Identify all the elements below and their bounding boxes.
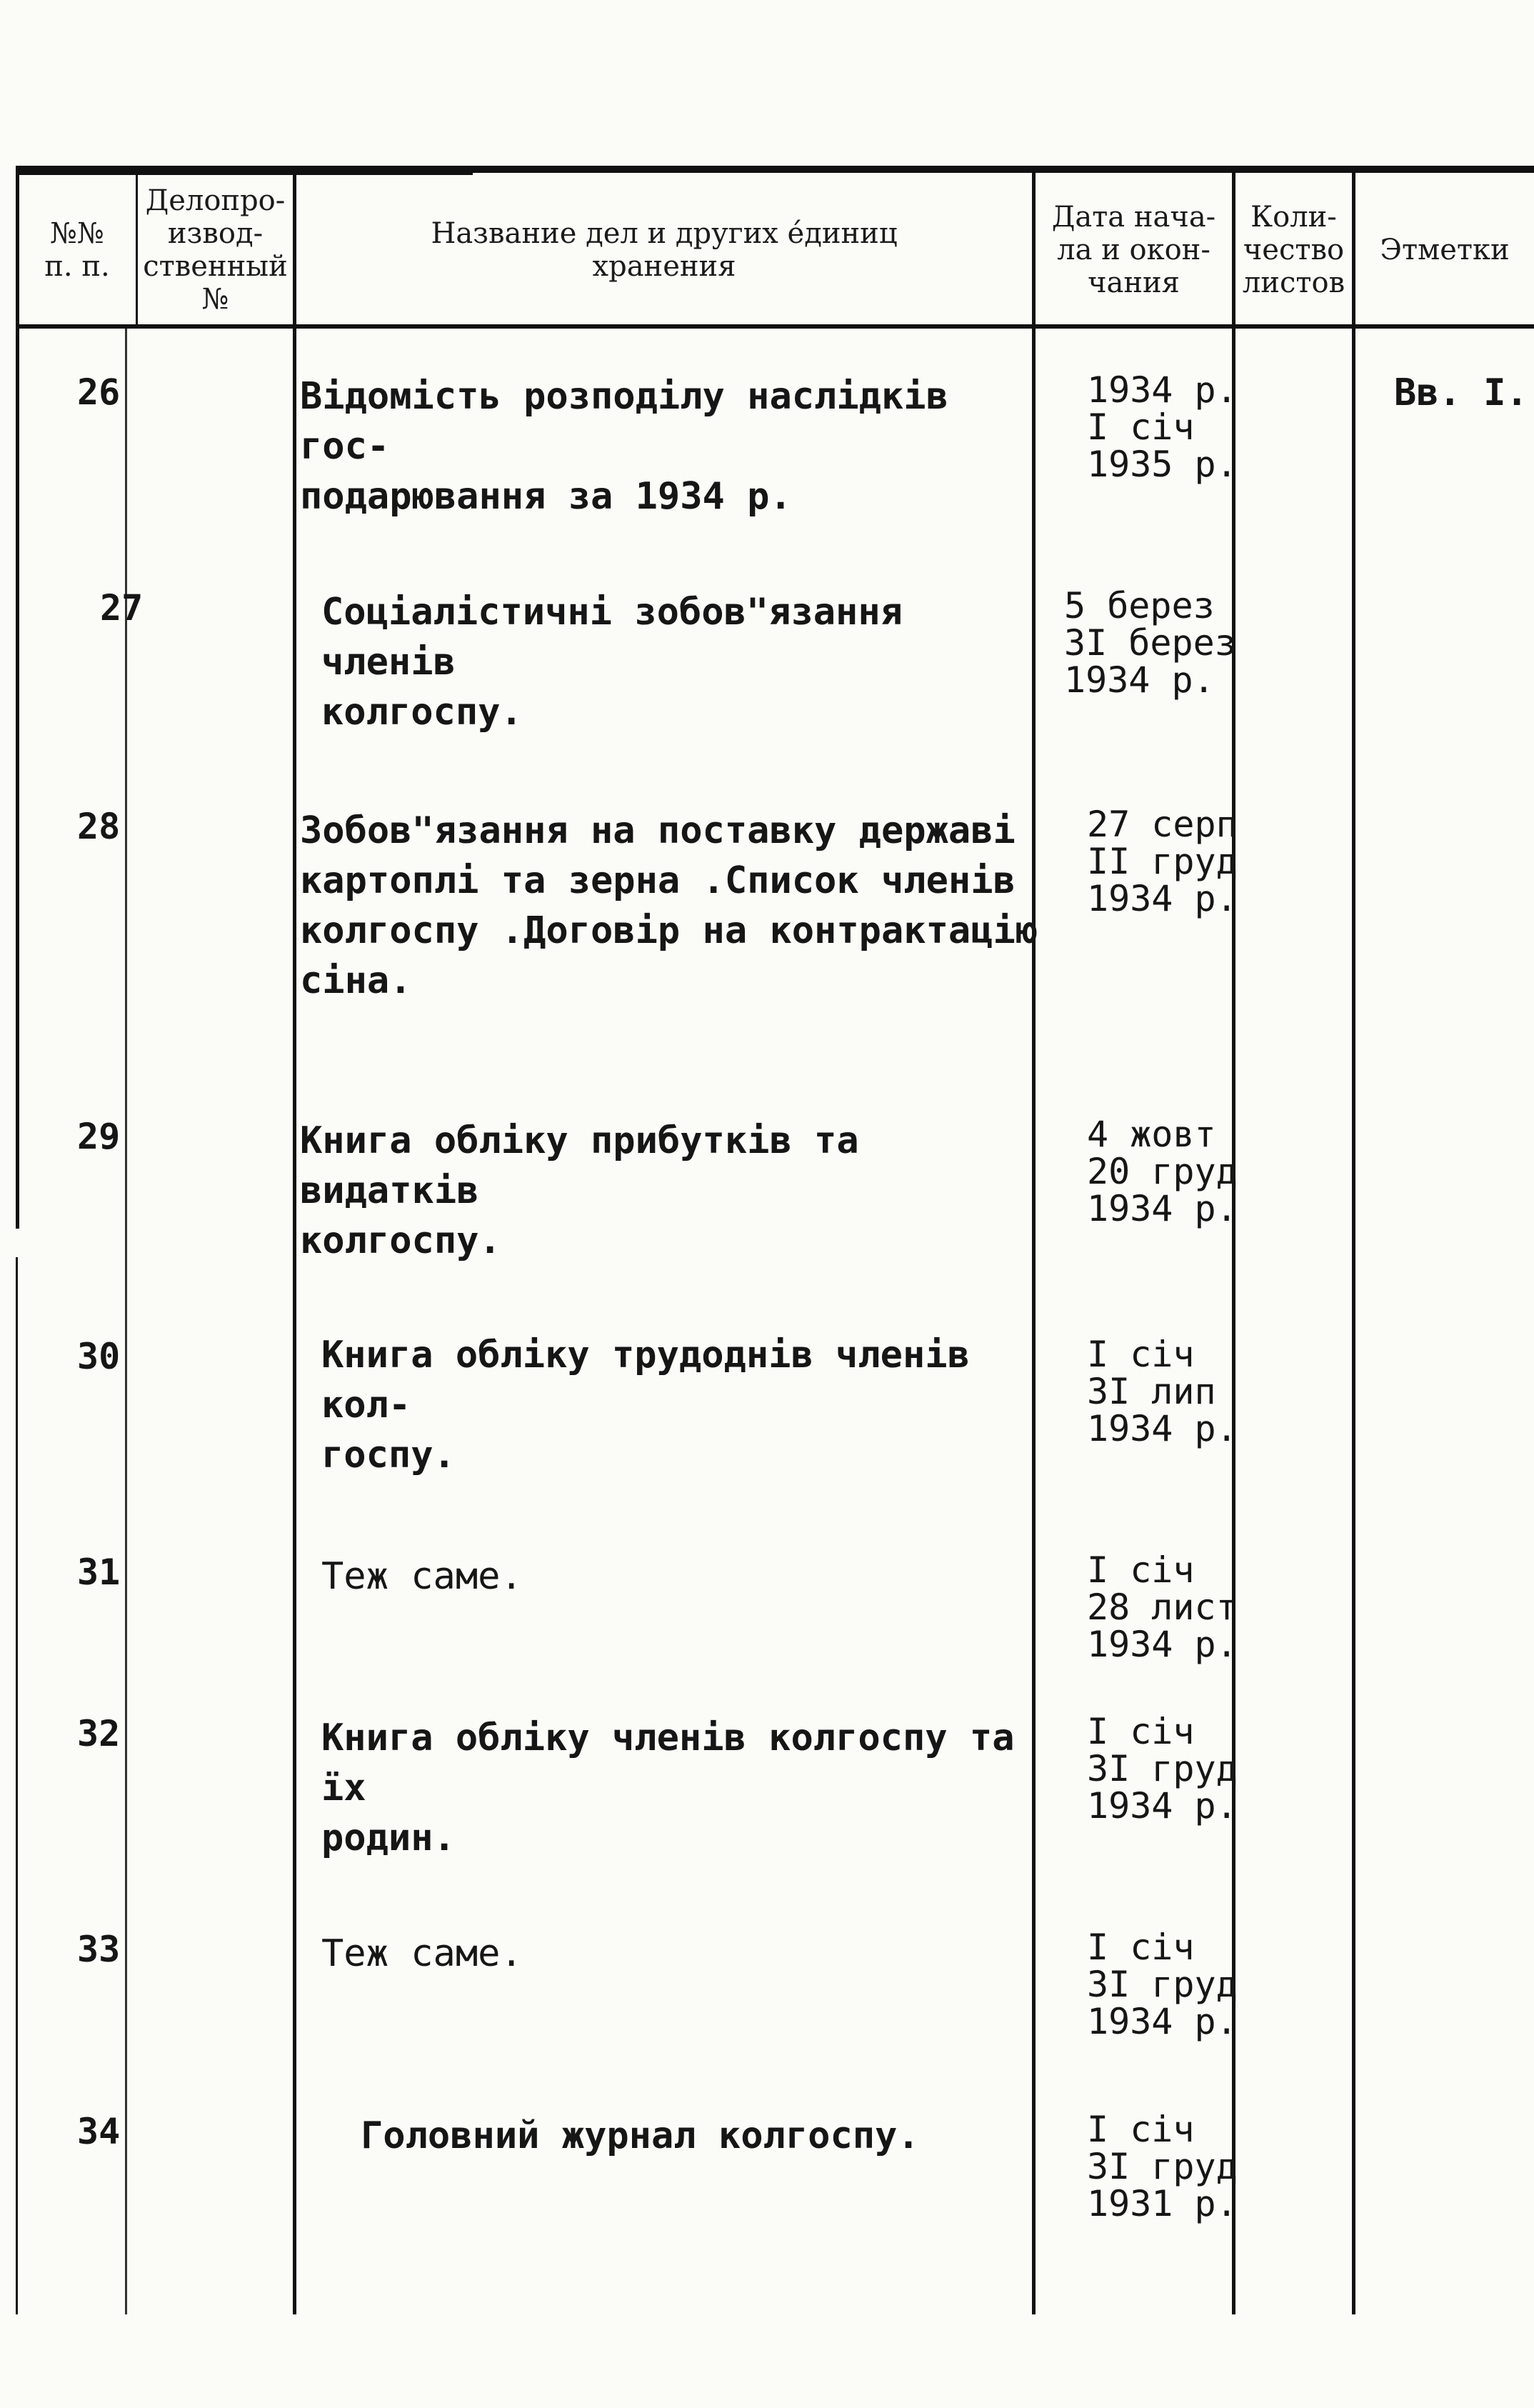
row-27-dates: 5 берез ЗI берез 1934 р.: [1064, 585, 1236, 701]
header-num: №№ п. п.: [44, 217, 110, 283]
header-sheets: Коли- чество листов: [1242, 201, 1345, 299]
row-26-dates: 1934 р. I січ 1935 р.: [1087, 369, 1238, 485]
row-33-dates: I січ ЗI груд 1934 р.: [1087, 1927, 1238, 2042]
row-30-title: Книга обліку трудоднів членів кол- госпу.: [321, 1334, 970, 1477]
column-rule-left-edge-lower: [16, 1257, 18, 2314]
row-30-number: 30: [77, 1336, 121, 1377]
row-28-dates: 27 серп II груд 1934 р.: [1087, 804, 1238, 919]
row-32-number: 32: [77, 1713, 121, 1754]
row-32-title: Книга обліку членів колгоспу та їх родин.: [321, 1717, 1015, 1859]
row-33-title: Теж саме.: [321, 1932, 523, 1975]
row-26-title: Відомість розподілу наслідків гос- подарювання за 1934 р.: [300, 375, 948, 518]
header-title: Название дел и других е́диниц хранения: [431, 217, 898, 283]
row-31-dates: I січ 28 лист 1934 р.: [1087, 1549, 1238, 1665]
column-rule-2: [293, 171, 296, 2314]
row-31-title: Теж саме.: [321, 1555, 523, 1598]
row-28-number: 28: [77, 806, 121, 847]
table-top-rule-shadow: [16, 173, 473, 175]
row-34-number: 34: [77, 2111, 121, 2152]
row-26-notes: Вв. I.: [1394, 371, 1528, 414]
header-office-number: Делопро- извод- ственный №: [143, 184, 288, 316]
table-top-rule: [16, 166, 1534, 173]
row-29-title: Книга обліку прибутків та видатків колгоспу.: [300, 1119, 859, 1262]
row-31-number: 31: [77, 1552, 121, 1593]
row-32-dates: I січ ЗI груд 1934 р.: [1087, 1711, 1238, 1827]
header-notes: Этметки: [1380, 234, 1510, 266]
column-rule-left-edge: [16, 171, 19, 1229]
header-dates: Дата нача- ла и окон- чания: [1051, 201, 1216, 299]
column-rule-5: [1352, 171, 1355, 2314]
row-26-number: 26: [77, 371, 121, 413]
row-27-title: Соціалістичні зобов"язання членів колгоспу.: [321, 591, 903, 734]
row-34-dates: I січ ЗI груд 1931 р.: [1087, 2109, 1238, 2224]
row-29-number: 29: [77, 1116, 121, 1157]
header-bottom-rule: [16, 324, 1534, 329]
row-29-dates: 4 жовт 20 груд 1934 р.: [1087, 1114, 1238, 1229]
row-27-number: 27: [100, 587, 144, 629]
row-30-dates: I січ ЗI лип 1934 р.: [1087, 1334, 1238, 1449]
row-33-number: 33: [77, 1929, 121, 1970]
row-28-title: Зобов"язання на поставку державі картоплі та зерна .Список членів колгоспу .Договір на контрактацію сіна.: [300, 809, 1038, 1002]
row-34-title: Головний журнал колгоспу.: [361, 2114, 920, 2157]
